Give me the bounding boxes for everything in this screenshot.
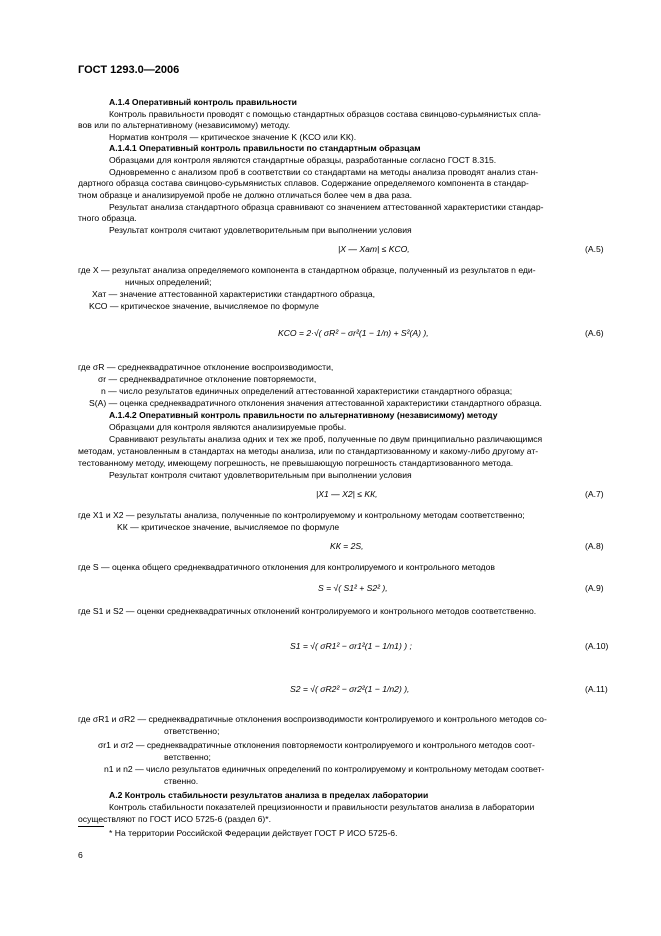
- text-line: где X1 и X2 — результаты анализа, полученные по контролируемому и контрольному методам соответственно;: [78, 510, 525, 520]
- equation-number: (А.11): [585, 684, 608, 694]
- text-line: ответственно;: [164, 726, 220, 736]
- text-line: Образцами для контроля являются стандартные образцы, разработанные согласно ГОСТ 8.315.: [109, 155, 497, 165]
- formula: S2 = √( σR2² − σr2²(1 − 1/n2) ),: [290, 684, 410, 694]
- text-line: Сравнивают результаты анализа одних и тех же проб, полученные по двум принципиально различающимся: [109, 434, 543, 444]
- text-line: n1 и n2 — число результатов единичных определений по контролируемому и контрольному методам соответ-: [104, 764, 545, 774]
- section-heading: А.2 Контроль стабильности результатов анализа в пределах лаборатории: [109, 790, 429, 800]
- text-line: σr — среднеквадратичное отклонение повторяемости,: [98, 374, 317, 384]
- text-line: где X — результат анализа определяемого компонента в стандартном образце, полученный из результатов n еди-: [78, 265, 536, 275]
- page-number: 6: [78, 850, 83, 860]
- text-line: где σR — среднеквадратичное отклонение воспроизводимости,: [78, 362, 334, 372]
- text-line: Образцами для контроля являются анализируемые пробы.: [109, 422, 347, 432]
- text-line: Результат контроля считают удовлетворительным при выполнении условия: [109, 470, 412, 480]
- text-line: тном образце и анализируемой пробе не должно отличаться более чем в два раза.: [78, 190, 413, 200]
- text-line: S(А) — оценка среднеквадратичного отклонения значения аттестованной характеристики стандартного образца.: [89, 398, 542, 408]
- formula: S1 = √( σR1² − σr1²(1 − 1/n1) ) ;: [290, 641, 412, 651]
- text-line: где S1 и S2 — оценки среднеквадратичных отклонений контролируемого и контрольного методов соответственно.: [78, 606, 537, 616]
- section-heading: А.1.4.2 Оперативный контроль правильности по альтернативному (независимому) методу: [109, 410, 498, 420]
- text-line: ственно.: [164, 776, 199, 786]
- text-line: методам, установленным в стандартах на методы анализа, или по стандартизованному и какому-либо другому ат-: [78, 446, 539, 456]
- equation-number: (А.10): [585, 641, 609, 651]
- text-line: KСО — критическое значение, вычисляемое по формуле: [89, 301, 319, 311]
- text-line: Норматив контроля — критическое значение K (KСО или KК).: [109, 132, 357, 142]
- text-line: Результат анализа стандартного образца сравнивают со значением аттестованной характеристики стандар-: [109, 202, 544, 212]
- formula: |X — Xат| ≤ KСО,: [338, 244, 410, 254]
- formula: KСО = 2·√( σR² − σr²(1 − 1/n) + S²(А) ),: [278, 328, 429, 338]
- formula: S = √( S1² + S2² ),: [318, 583, 388, 593]
- section-heading: А.1.4 Оперативный контроль правильности: [109, 97, 297, 107]
- equation-number: (А.6): [585, 328, 604, 338]
- footnote-rule: [78, 826, 104, 827]
- equation-number: (А.5): [585, 244, 604, 254]
- page-header: ГОСТ 1293.0—2006: [78, 64, 180, 76]
- text-line: n — число результатов единичных определений аттестованной характеристики стандартного образца;: [101, 386, 513, 396]
- text-line: вов или по альтернативному (независимому) методу.: [78, 120, 291, 130]
- equation-number: (А.8): [585, 541, 604, 551]
- text-line: где S — оценка общего среднеквадратичного отклонения для контролируемого и контрольного методов: [78, 562, 495, 572]
- equation-number: (А.9): [585, 583, 604, 593]
- text-line: где σR1 и σR2 — среднеквадратичные отклонения воспроизводимости контролируемого и контрольного методов со-: [78, 714, 547, 724]
- text-line: Xат — значение аттестованной характеристики стандартного образца,: [92, 289, 376, 299]
- text-line: тного образца.: [78, 213, 137, 223]
- text-line: тестованному методу, имеющему погрешность, не превышающую погрешность стандартизованного метода.: [78, 458, 514, 468]
- text-line: * На территории Российской Федерации действует ГОСТ Р ИСО 5725-6.: [109, 828, 398, 838]
- section-heading: А.1.4.1 Оперативный контроль правильности по стандартным образцам: [109, 143, 421, 153]
- text-line: KК — критическое значение, вычисляемое по формуле: [117, 522, 340, 532]
- formula: KК = 2S,: [330, 541, 364, 551]
- text-line: Контроль правильности проводят с помощью стандартных образцов состава свинцово-сурьмянистых спла-: [109, 109, 541, 119]
- text-line: Контроль стабильности показателей прецизионности и правильности результатов анализа в лаборатории: [109, 802, 535, 812]
- text-line: σr1 и σr2 — среднеквадратичные отклонения повторяемости контролируемого и контрольного методов соот-: [98, 740, 535, 750]
- text-line: осуществляют по ГОСТ ИСО 5725-6 (раздел 6)*.: [78, 814, 271, 824]
- formula: |X1 — X2| ≤ KК,: [316, 489, 378, 499]
- text-line: дартного образца состава свинцово-сурьмянистых сплавов. Содержание определяемого компонента в стандар-: [78, 178, 529, 188]
- text-line: Одновременно с анализом проб в соответствии со стандартами на методы анализа проводят анализ стан-: [109, 167, 539, 177]
- text-line: ветственно;: [164, 752, 211, 762]
- text-line: Результат контроля считают удовлетворительным при выполнении условия: [109, 225, 412, 235]
- text-line: ничных определений;: [125, 277, 212, 287]
- equation-number: (А.7): [585, 489, 604, 499]
